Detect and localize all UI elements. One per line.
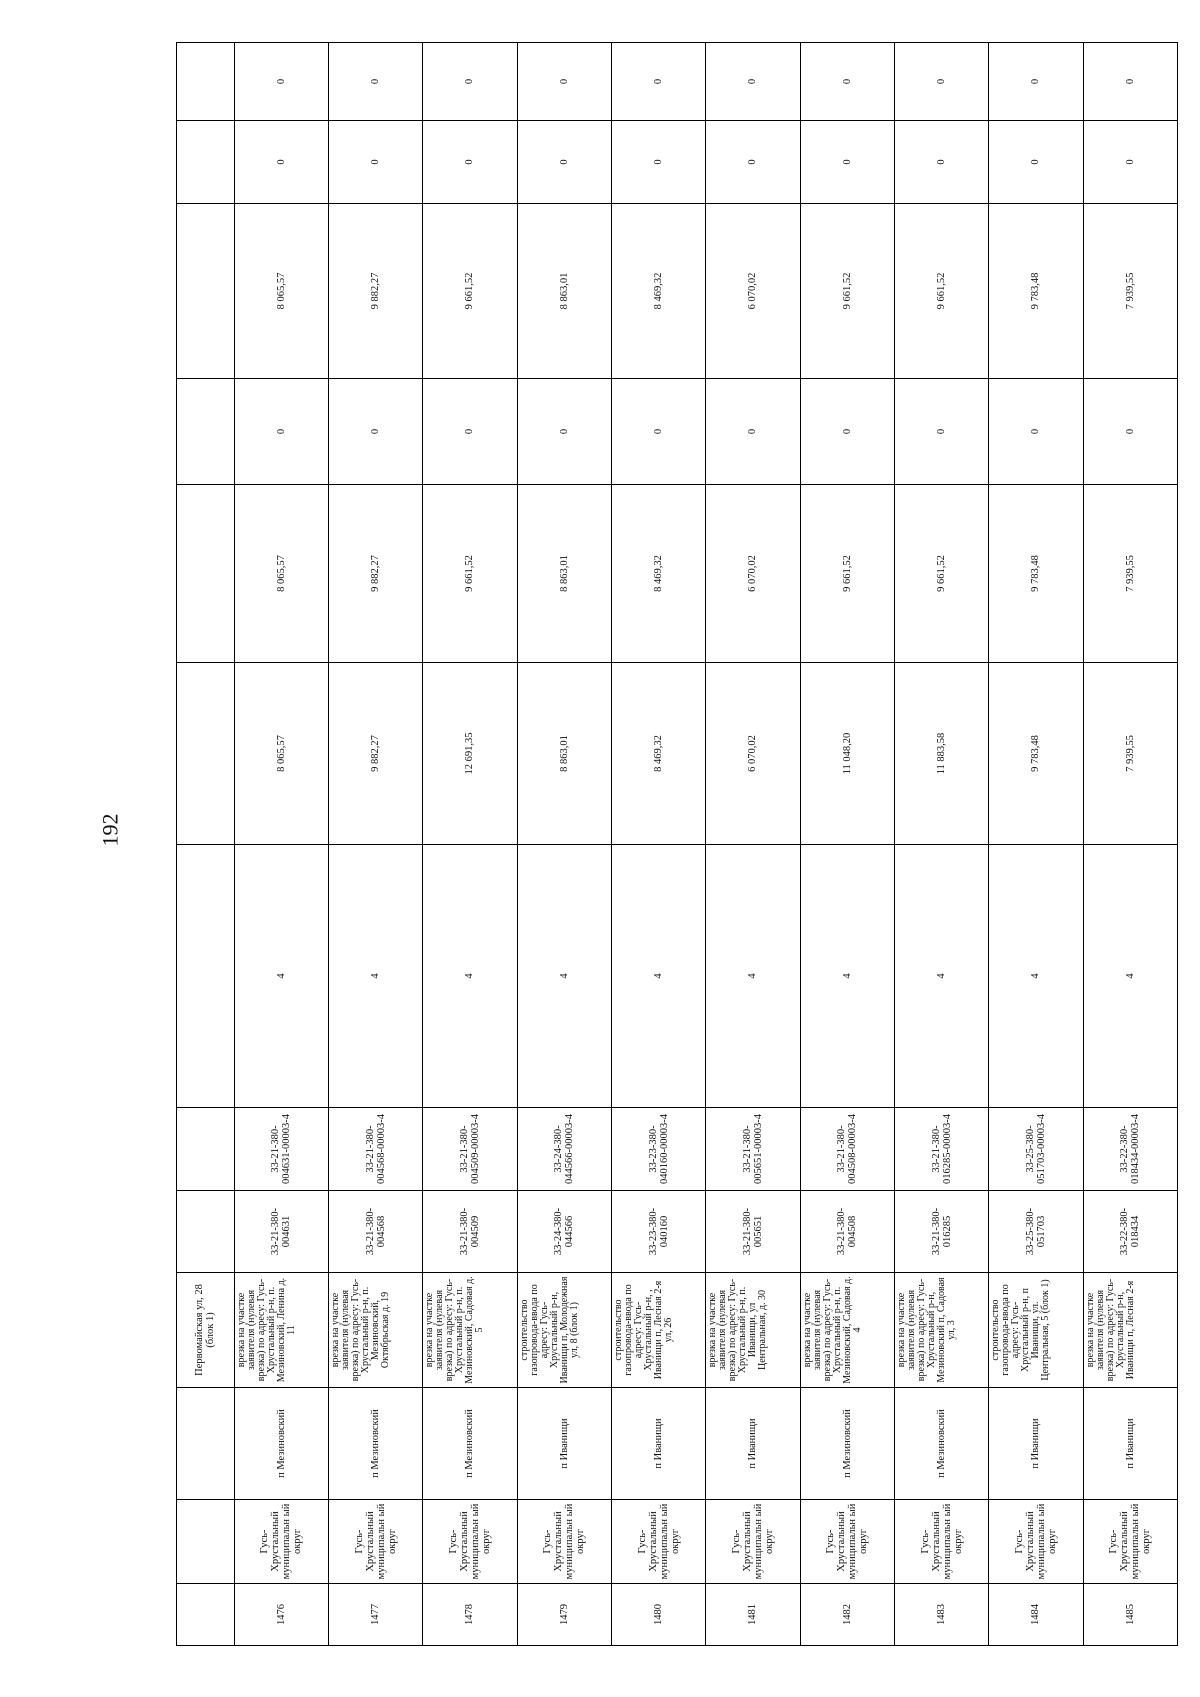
cell-municipality: Гусь-Хрустальный муниципальн ый округ [234, 1500, 328, 1584]
data-table [176, 42, 1178, 1646]
cell-contract: 33-22-380-018434-00003-4 [1083, 1108, 1177, 1191]
continuation-address: Первомайская ул, 28 (блок 1) [177, 1273, 235, 1388]
cell-settlement: п Мезиновский [234, 1388, 328, 1500]
table-row [894, 43, 988, 1646]
cell [177, 1500, 235, 1584]
cell-number: 33-21-380-004508 [800, 1191, 894, 1273]
cell-municipality: Гусь-Хрустальный муниципальн ый округ [894, 1500, 988, 1584]
cell-address: врезка на участке заявителя (нулевая врезка) по адресу: Гусь-Хрустальный р-н, п. Мезиновский, Садовая д. 5 [423, 1273, 517, 1388]
cell-address: врезка на участке заявителя (нулевая врезка) по адресу: Гусь-Хрустальный р-н, п. Мезиновский, Ленина д. 11 [234, 1273, 328, 1388]
cell-group: 4 [989, 845, 1083, 1108]
cell-group: 4 [611, 845, 705, 1108]
cell-cost-a: 8 065,57 [234, 485, 328, 663]
cell-cost-d: 0 [989, 121, 1083, 204]
cell-cost-total: 11 048,20 [800, 663, 894, 845]
cell-settlement: п Мезиновский [328, 1388, 422, 1500]
cell-cost-e: 0 [706, 43, 800, 121]
table-body [177, 43, 1178, 1646]
cell-cost-d: 0 [328, 121, 422, 204]
cell-cost-c: 8 863,01 [517, 204, 611, 379]
cell-contract: 33-21-380-004508-00003-4 [800, 1108, 894, 1191]
cell-cost-e: 0 [800, 43, 894, 121]
table-row [706, 43, 800, 1646]
cell-number: 33-22-380-018434 [1083, 1191, 1177, 1273]
cell-cost-c: 6 070,02 [706, 204, 800, 379]
cell-cost-total: 12 691,35 [423, 663, 517, 845]
table-row [328, 43, 422, 1646]
cell [177, 204, 235, 379]
cell-cost-a: 9 661,52 [894, 485, 988, 663]
cell-cost-a: 9 661,52 [423, 485, 517, 663]
cell [177, 121, 235, 204]
cell-group: 4 [1083, 845, 1177, 1108]
cell-cost-e: 0 [1083, 43, 1177, 121]
continuation-row [177, 43, 235, 1646]
cell-id: 1476 [234, 1584, 328, 1646]
cell-id: 1480 [611, 1584, 705, 1646]
cell-cost-e: 0 [234, 43, 328, 121]
cell-cost-total: 8 863,01 [517, 663, 611, 845]
cell-settlement: п Мезиновский [894, 1388, 988, 1500]
cell-contract: 33-24-380-044566-00003-4 [517, 1108, 611, 1191]
cell-number: 33-21-380-016285 [894, 1191, 988, 1273]
cell-cost-e: 0 [611, 43, 705, 121]
cell-cost-c: 9 882,27 [328, 204, 422, 379]
cell-settlement: п Иванищи [517, 1388, 611, 1500]
cell-municipality: Гусь-Хрустальный муниципальн ый округ [517, 1500, 611, 1584]
cell-settlement: п Мезиновский [423, 1388, 517, 1500]
cell-cost-b: 0 [517, 379, 611, 485]
cell-cost-total: 8 065,57 [234, 663, 328, 845]
cell-settlement: п Иванищи [611, 1388, 705, 1500]
cell-cost-b: 0 [894, 379, 988, 485]
cell-contract: 33-21-380-005651-00003-4 [706, 1108, 800, 1191]
cell-municipality: Гусь-Хрустальный муниципальн ый округ [423, 1500, 517, 1584]
cell-cost-total: 7 939,55 [1083, 663, 1177, 845]
cell-number: 33-21-380-004631 [234, 1191, 328, 1273]
cell-cost-d: 0 [706, 121, 800, 204]
cell-cost-b: 0 [706, 379, 800, 485]
table-sheet [176, 63, 1178, 1646]
cell-municipality: Гусь-Хрустальный муниципальн ый округ [989, 1500, 1083, 1584]
table-row [1083, 43, 1177, 1646]
cell-cost-total: 11 883,58 [894, 663, 988, 845]
cell-cost-a: 7 939,55 [1083, 485, 1177, 663]
cell [177, 1388, 235, 1500]
cell-contract: 33-21-380-004631-00003-4 [234, 1108, 328, 1191]
cell-cost-c: 8 065,57 [234, 204, 328, 379]
cell-municipality: Гусь-Хрустальный муниципальн ый округ [800, 1500, 894, 1584]
cell-cost-a: 6 070,02 [706, 485, 800, 663]
cell-id: 1481 [706, 1584, 800, 1646]
cell-settlement: п Иванищи [706, 1388, 800, 1500]
cell-group: 4 [517, 845, 611, 1108]
cell-address: врезка на участке заявителя (нулевая врезка) по адресу: Гусь-Хрустальный р-н, п. Мезиновский, Садовая д. 4 [800, 1273, 894, 1388]
cell-id: 1485 [1083, 1584, 1177, 1646]
cell-cost-e: 0 [894, 43, 988, 121]
cell-cost-a: 9 882,27 [328, 485, 422, 663]
cell-address: строительство газопровода-ввода по адресу: Гусь-Хрустальный р-н, п Иванищи, ул. Центральная, 5 (блок 1) [989, 1273, 1083, 1388]
cell-id: 1483 [894, 1584, 988, 1646]
cell-group: 4 [894, 845, 988, 1108]
cell-cost-b: 0 [800, 379, 894, 485]
cell-id: 1478 [423, 1584, 517, 1646]
cell-municipality: Гусь-Хрустальный муниципальн ый округ [706, 1500, 800, 1584]
cell-cost-b: 0 [423, 379, 517, 485]
cell [177, 1191, 235, 1273]
cell-contract: 33-21-380-004568-00003-4 [328, 1108, 422, 1191]
cell-cost-b: 0 [328, 379, 422, 485]
cell-settlement: п Иванищи [1083, 1388, 1177, 1500]
cell-number: 33-24-380-044566 [517, 1191, 611, 1273]
cell-contract: 33-23-380-040160-00003-4 [611, 1108, 705, 1191]
table-row [800, 43, 894, 1646]
cell-municipality: Гусь-Хрустальный муниципальн ый округ [1083, 1500, 1177, 1584]
cell-settlement: п Иванищи [989, 1388, 1083, 1500]
cell-cost-a: 8 469,32 [611, 485, 705, 663]
cell-cost-d: 0 [1083, 121, 1177, 204]
cell-cost-e: 0 [423, 43, 517, 121]
cell-cost-c: 8 469,32 [611, 204, 705, 379]
cell-id: 1479 [517, 1584, 611, 1646]
table-row [234, 43, 328, 1646]
cell-address: врезка на участке заявителя (нулевая врезка) по адресу: Гусь-Хрустальный р-н, п. Мезиновский, Октябрьская д. 19 [328, 1273, 422, 1388]
cell-number: 33-25-380-051703 [989, 1191, 1083, 1273]
cell-cost-total: 6 070,02 [706, 663, 800, 845]
cell-group: 4 [706, 845, 800, 1108]
cell-cost-b: 0 [989, 379, 1083, 485]
cell-municipality: Гусь-Хрустальный муниципальн ый округ [611, 1500, 705, 1584]
cell-id: 1477 [328, 1584, 422, 1646]
table-row [517, 43, 611, 1646]
cell-cost-total: 9 882,27 [328, 663, 422, 845]
cell-cost-e: 0 [989, 43, 1083, 121]
cell-cost-c: 9 661,52 [894, 204, 988, 379]
cell-cost-c: 7 939,55 [1083, 204, 1177, 379]
table-rotated-frame [176, 63, 1178, 1646]
cell [177, 663, 235, 845]
cell-cost-a: 9 661,52 [800, 485, 894, 663]
cell-contract: 33-21-380-004509-00003-4 [423, 1108, 517, 1191]
cell-cost-b: 0 [1083, 379, 1177, 485]
cell [177, 485, 235, 663]
cell [177, 1108, 235, 1191]
cell-cost-a: 8 863,01 [517, 485, 611, 663]
cell-address: врезка на участке заявителя (нулевая врезка) по адресу: Гусь-Хрустальный р-н, Мезиновский п, Садовая ул, 3 [894, 1273, 988, 1388]
cell-number: 33-21-380-004568 [328, 1191, 422, 1273]
page-number-text: 192 [97, 813, 122, 847]
cell-cost-total: 8 469,32 [611, 663, 705, 845]
cell-cost-b: 0 [234, 379, 328, 485]
cell [177, 845, 235, 1108]
cell-address: строительство газопровода-ввода по адресу: Гусь-Хрустальный р-н, , Иванищи п, Лесная 2-я ул, 26 [611, 1273, 705, 1388]
cell-id: 1482 [800, 1584, 894, 1646]
cell-cost-c: 9 661,52 [423, 204, 517, 379]
cell-municipality: Гусь-Хрустальный муниципальн ый округ [328, 1500, 422, 1584]
page-number [88, 800, 132, 860]
cell [177, 43, 235, 121]
cell-cost-d: 0 [423, 121, 517, 204]
cell-contract: 33-21-380-016285-00003-4 [894, 1108, 988, 1191]
cell-cost-d: 0 [894, 121, 988, 204]
cell-number: 33-21-380-005651 [706, 1191, 800, 1273]
table-row [611, 43, 705, 1646]
cell-cost-c: 9 783,48 [989, 204, 1083, 379]
cell [177, 1584, 235, 1646]
cell-address: строительство газопровода-ввода по адресу: Гусь-Хрустальный р-н, Иванищи п, Молодежная ул, 8 (блок 1) [517, 1273, 611, 1388]
cell-cost-c: 9 661,52 [800, 204, 894, 379]
table-row [989, 43, 1083, 1646]
cell-group: 4 [328, 845, 422, 1108]
cell-settlement: п Мезиновский [800, 1388, 894, 1500]
cell-contract: 33-25-380-051703-00003-4 [989, 1108, 1083, 1191]
cell-group: 4 [234, 845, 328, 1108]
cell-cost-d: 0 [234, 121, 328, 204]
cell-cost-e: 0 [328, 43, 422, 121]
cell-number: 33-21-380-004509 [423, 1191, 517, 1273]
cell-cost-a: 9 783,48 [989, 485, 1083, 663]
table-row [423, 43, 517, 1646]
cell-cost-e: 0 [517, 43, 611, 121]
cell-address: врезка на участке заявителя (нулевая врезка) по адресу: Гусь-Хрустальный р-н, Иванищи п, Лесная 2-я [1083, 1273, 1177, 1388]
cell [177, 379, 235, 485]
cell-address: врезка на участке заявителя (нулевая врезка) по адресу: Гусь-Хрустальный р-н, п. Иванищи, ул Центральная, д. 30 [706, 1273, 800, 1388]
cell-cost-b: 0 [611, 379, 705, 485]
cell-number: 33-23-380-040160 [611, 1191, 705, 1273]
cell-cost-d: 0 [611, 121, 705, 204]
cell-cost-d: 0 [800, 121, 894, 204]
cell-id: 1484 [989, 1584, 1083, 1646]
cell-group: 4 [423, 845, 517, 1108]
cell-cost-d: 0 [517, 121, 611, 204]
cell-group: 4 [800, 845, 894, 1108]
cell-cost-total: 9 783,48 [989, 663, 1083, 845]
